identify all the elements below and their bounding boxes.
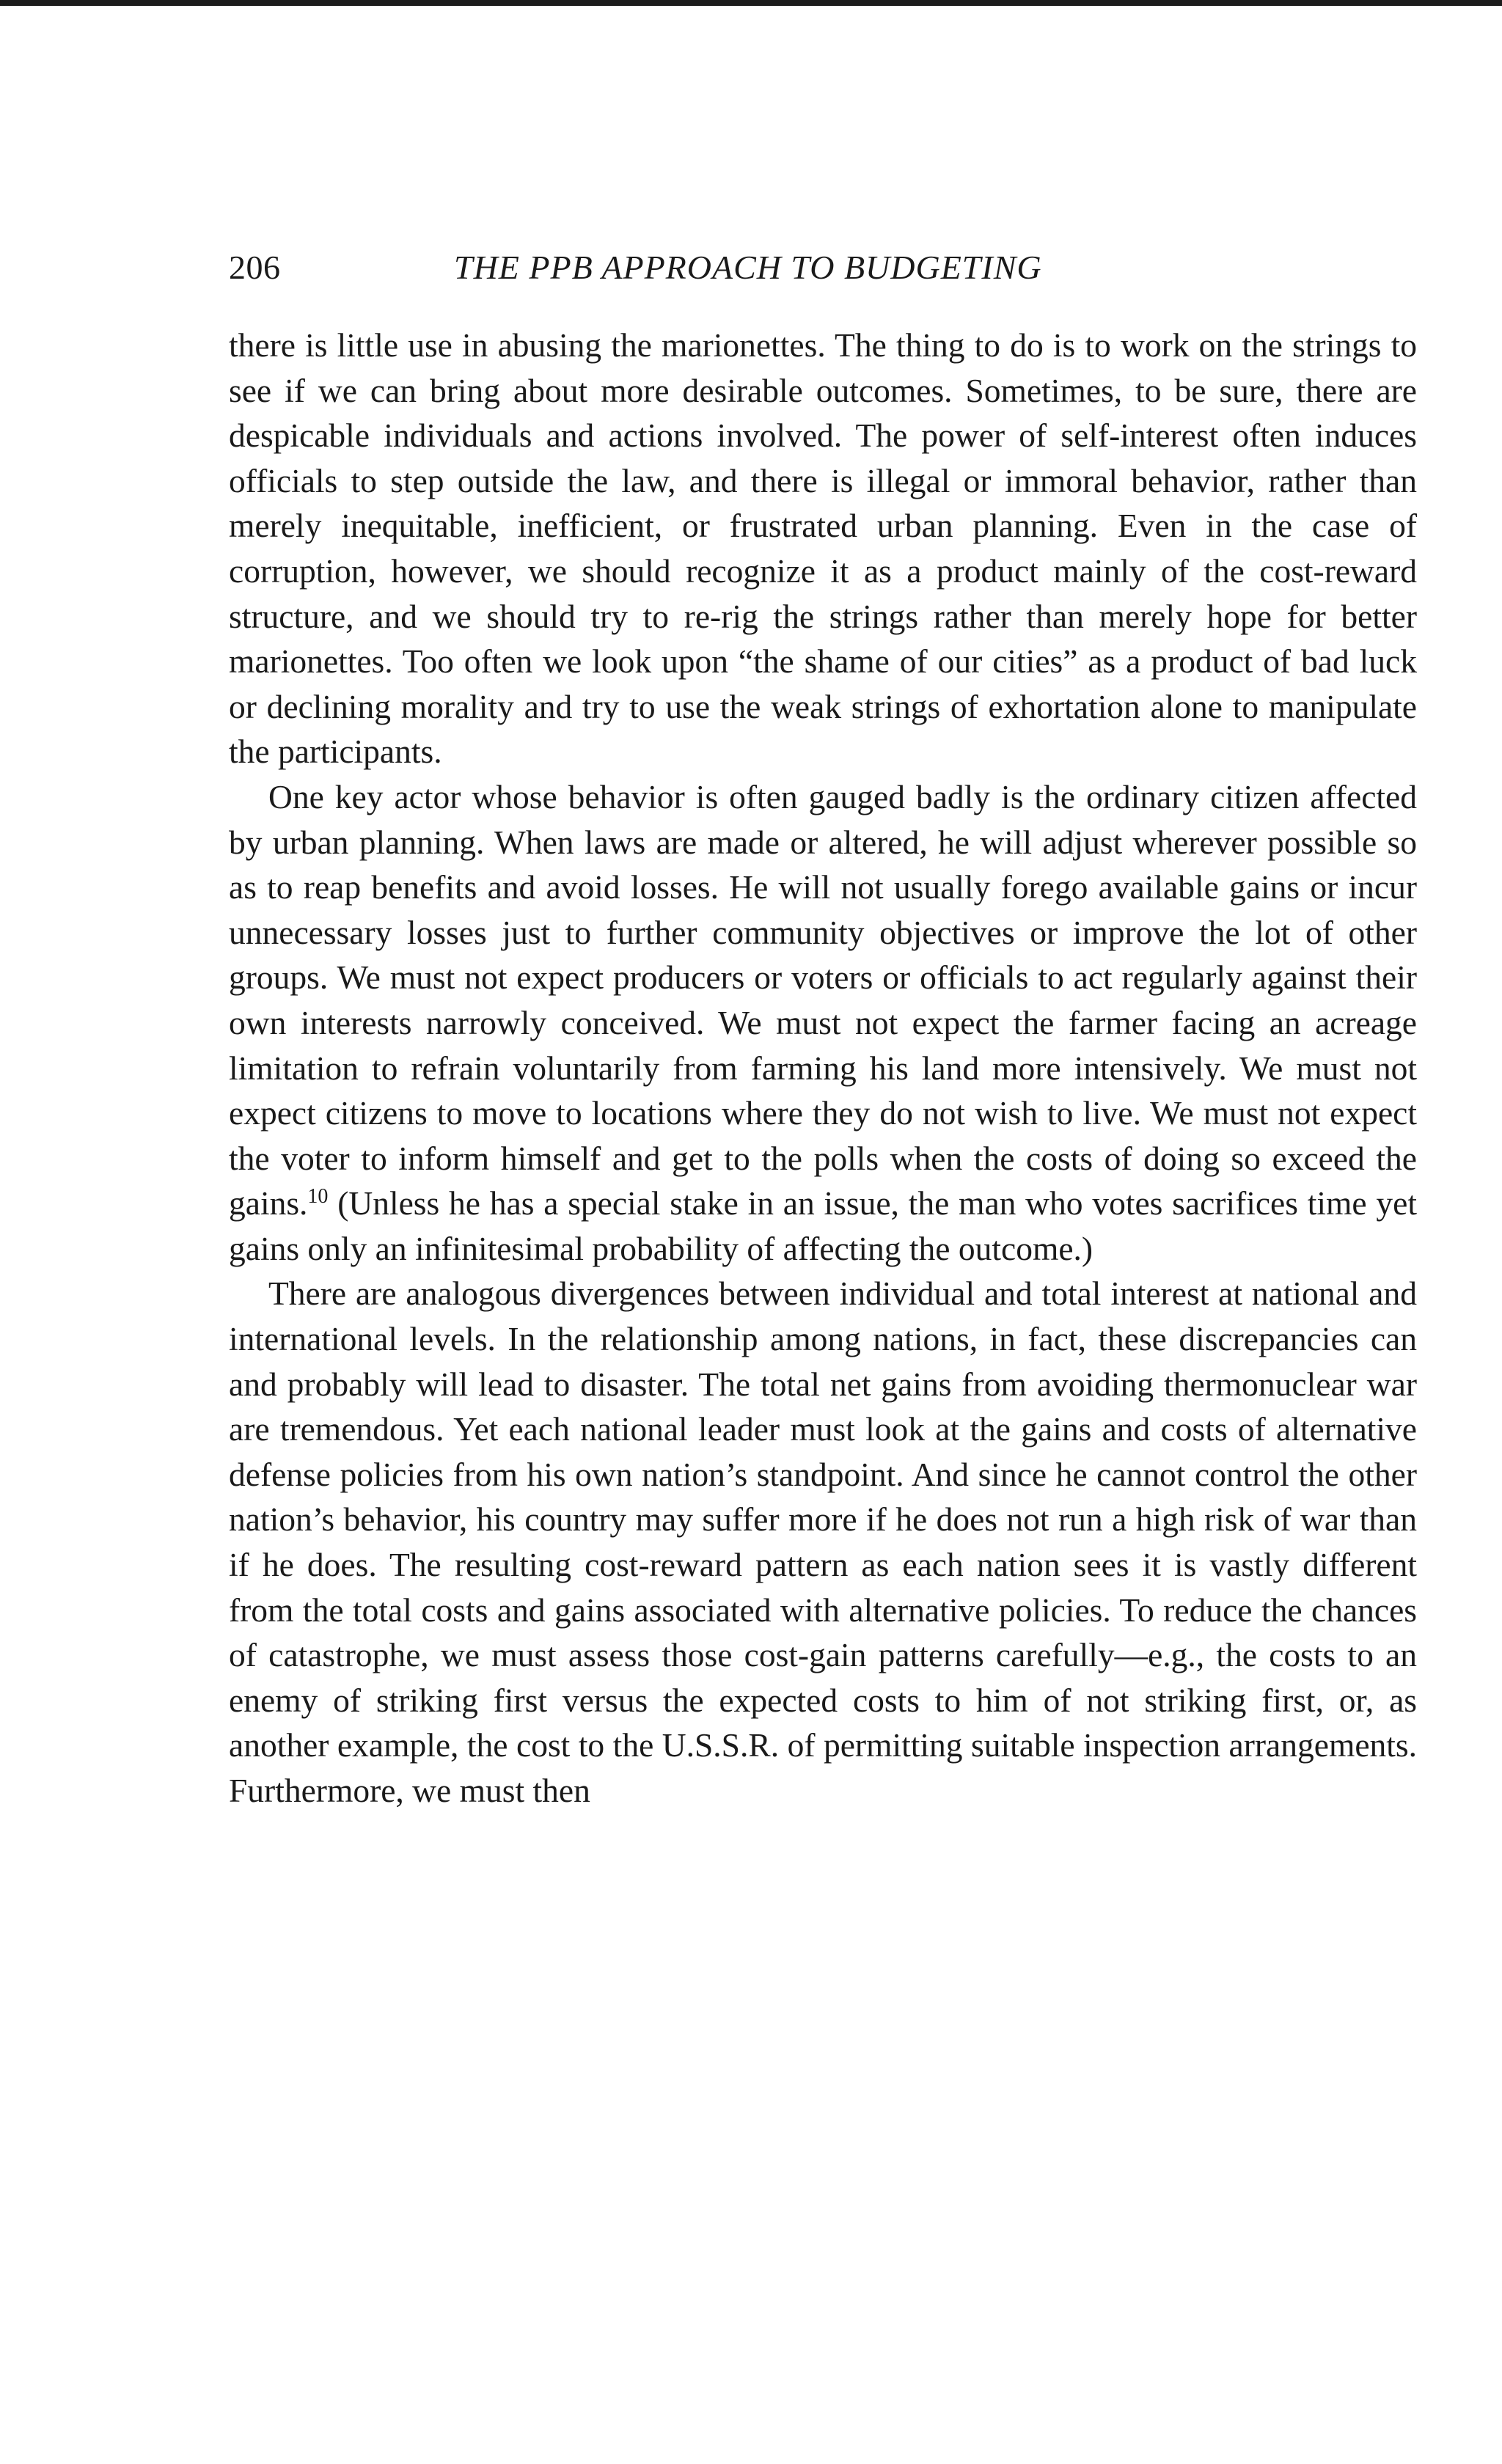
paragraph-1: there is little use in abusing the marionettes. The thing to do is to work on the strings to see if we can bring about more desirable outcomes. Sometimes, to be sure, there are despicable individuals and actions involved. The power of self-interest often induces officials to step outside the law, and there is illegal or immoral behavior, rather than merely inequitable, inefficient, or frustrated urban planning. Even in the case of corruption, however, we should recognize it as a product mainly of the cost-reward structure, and we should try to re-rig the strings rather than merely hope for better marionettes. Too often we look upon “the shame of our cities” as a product of bad luck or declining morality and try to use the weak strings of exhortation alone to manipulate the participants.: [229, 326, 1417, 771]
paragraph-2-text: One key actor whose behavior is often gauged badly is the ordinary citizen affected by urban planning. When laws are made or altered, he will adjust wherever possible so as to reap benefits and avoid losses. He will not usually forego available gains or incur unnecessary losses just to further community objectives or improve the lot of other groups. We must not expect producers or voters or officials to act regularly against their own interests narrowly conceived. We must not expect the farmer facing an acreage limitation to refrain voluntarily from farming his land more intensively. We must not expect citizens to move to locations where they do not wish to live. We must not expect the voter to inform himself and get to the polls when the costs of doing so exceed the gains.: [229, 777, 1417, 1222]
page-number: 206: [229, 249, 281, 286]
running-title: THE PPB APPROACH TO BUDGETING: [454, 249, 1042, 286]
paragraph-2-text-continued: (Unless he has a special stake in an issue, the man who votes sacrifices time yet gains only an infinitesimal probability of affecting the outcome.): [229, 1184, 1417, 1267]
top-border-rule: [0, 0, 1502, 6]
body-text: [229, 323, 1417, 1814]
running-head: [229, 242, 1417, 293]
footnote-reference: 10: [307, 1185, 329, 1209]
paragraph-2: [229, 774, 1417, 1272]
paragraph-3: There are analogous divergences between individual and total interest at national and international levels. In the relationship among nations, in fact, these discrepancies can and probably will lead to disaster. The total net gains from avoiding thermonuclear war are tremendous. Yet each national leader must look at the gains and costs of alternative defense policies from his own nation’s standpoint. And since he cannot control the other nation’s behavior, his country may suffer more if he does not run a high risk of war than if he does. The resulting cost-reward pattern as each nation sees it is vastly different from the total costs and gains associated with alternative policies. To reduce the chances of catastrophe, we must assess those cost-gain patterns carefully—e.g., the costs to an enemy of striking first versus the expected costs to him of not striking first, or, as another example, the cost to the U.S.S.R. of permitting suitable inspection arrangements. Furthermore, we must then: [229, 1275, 1417, 1809]
